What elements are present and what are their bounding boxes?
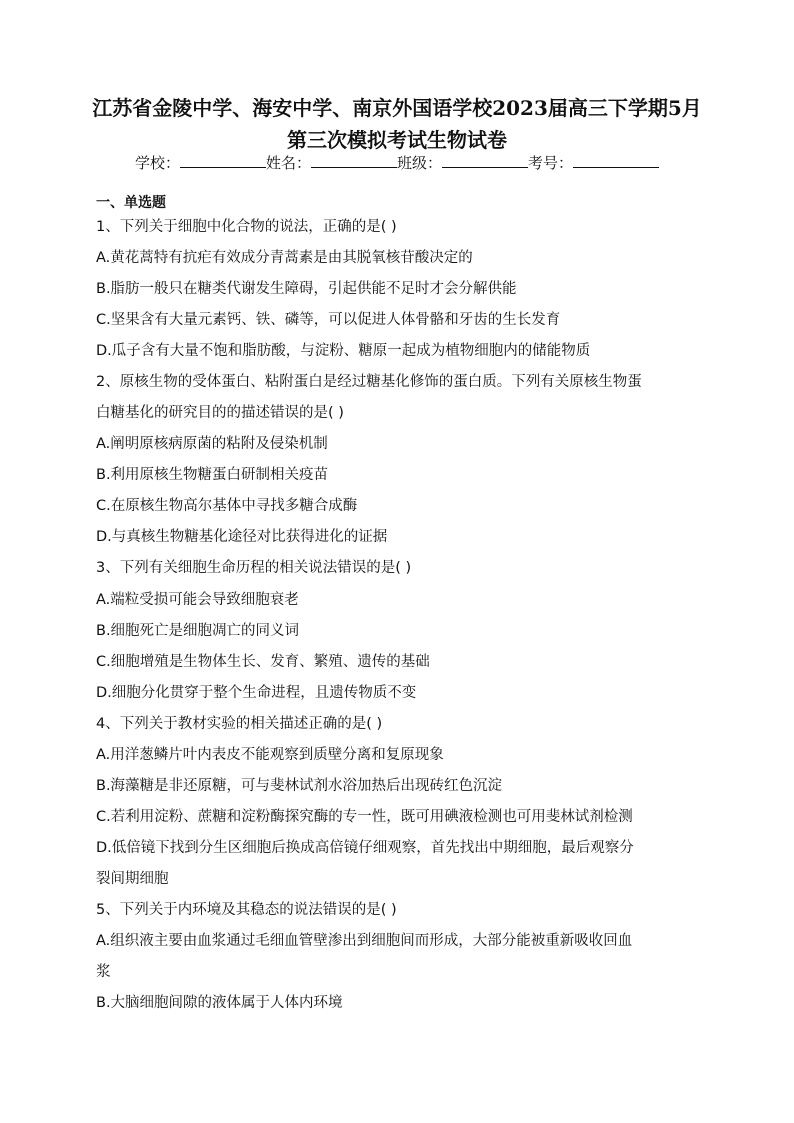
option-line: A.阐明原核病原菌的粘附及侵染机制 [96, 436, 328, 452]
option-line: C.坚果含有大量元素钙、铁、磷等，可以促进人体骨骼和牙齿的生长发育 [96, 312, 561, 328]
school-blank [180, 153, 266, 168]
option-line: C.在原核生物高尔基体中寻找多糖合成酶 [96, 498, 358, 514]
option-line: D.细胞分化贯穿于整个生命进程，且遗传物质不变 [96, 685, 417, 701]
option-line: B.海藻糖是非还原糖，可与斐林试剂水浴加热后出现砖红色沉淀 [96, 778, 503, 794]
question-line: 4、下列关于教材实验的相关描述正确的是( ) [96, 716, 383, 732]
option-line: C.细胞增殖是生物体生长、发育、繁殖、遗传的基础 [96, 654, 430, 670]
option-line: D.与真核生物糖基化途径对比获得进化的证据 [96, 529, 388, 545]
option-line: A.黄花蒿特有抗疟有效成分青蒿素是由其脱氧核苷酸决定的 [96, 250, 473, 266]
option-line: A.组织液主要由血浆通过毛细血管壁渗出到细胞间而形成，大部分能被重新吸收回血 [96, 933, 633, 949]
page-subtitle: 第三次模拟考试生物试卷 [287, 128, 507, 152]
option-line: 浆 [96, 964, 111, 980]
class-label: 班级： [397, 154, 443, 172]
option-line: 裂间期细胞 [96, 871, 169, 887]
school-label: 学校： [134, 154, 180, 172]
name-blank [311, 153, 397, 168]
class-blank [442, 153, 528, 168]
option-line: A.用洋葱鳞片叶内表皮不能观察到质壁分离和复原现象 [96, 747, 444, 763]
question-line: 1、下列关于细胞中化合物的说法，正确的是( ) [96, 219, 397, 235]
option-line: A.端粒受损可能会导致细胞衰老 [96, 592, 299, 608]
name-label: 姓名： [265, 154, 311, 172]
page-title: 江苏省金陵中学、海安中学、南京外国语学校2023届高三下学期5月 [92, 96, 702, 120]
option-line: D.瓜子含有大量不饱和脂肪酸，与淀粉、糖原一起成为植物细胞内的储能物质 [96, 343, 591, 359]
option-line: B.细胞死亡是细胞凋亡的同义词 [96, 623, 300, 639]
option-line: C.若利用淀粉、蔗糖和淀粉酶探究酶的专一性，既可用碘液检测也可用斐林试剂检测 [96, 809, 633, 825]
student-info-row [0, 153, 794, 173]
option-line: D.低倍镜下找到分生区细胞后换成高倍镜仔细观察，首先找出中期细胞，最后观察分 [96, 840, 634, 856]
question-line: 3、下列有关细胞生命历程的相关说法错误的是( ) [96, 560, 412, 576]
section-heading: 一、单选题 [96, 195, 166, 211]
option-line: B.脂肪一般只在糖类代谢发生障碍，引起供能不足时才会分解供能 [96, 281, 517, 297]
number-blank [573, 153, 659, 168]
question-line: 5、下列关于内环境及其稳态的说法错误的是( ) [96, 902, 397, 918]
number-label: 考号： [528, 154, 574, 172]
question-line: 白糖基化的研究目的的描述错误的是( ) [96, 405, 344, 421]
option-line: B.利用原核生物糖蛋白研制相关疫苗 [96, 467, 329, 483]
option-line: B.大脑细胞间隙的液体属于人体内环境 [96, 995, 343, 1011]
question-line: 2、原核生物的受体蛋白、粘附蛋白是经过糖基化修饰的蛋白质。下列有关原核生物蛋 [96, 374, 642, 390]
